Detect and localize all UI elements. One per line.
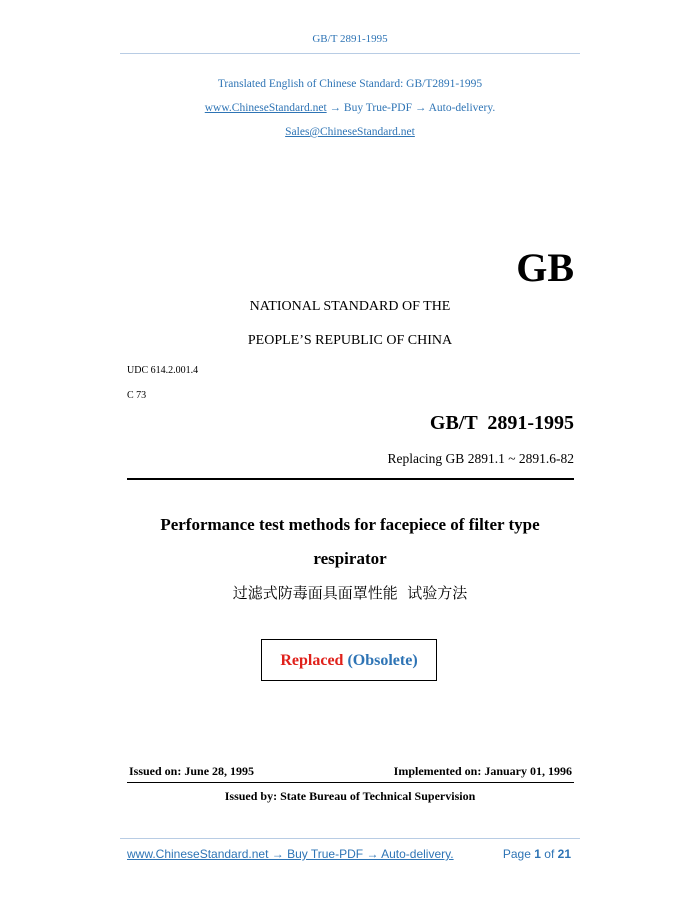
purchase-text: → Buy True-PDF → Auto-delivery. [326, 102, 496, 114]
of-label: of [544, 847, 555, 861]
page-indicator [503, 847, 571, 861]
ccs-code: C 73 [127, 390, 147, 401]
issuer: Issued by: State Bureau of Technical Supervision [224, 789, 476, 803]
document-title-chinese: 过滤式防毒面具面罩性能 试验方法 [232, 584, 468, 602]
status-obsolete: (Obsolete) [347, 652, 418, 669]
footer-divider [120, 838, 580, 839]
page-total: 21 [557, 847, 571, 861]
status-badge [261, 639, 437, 681]
header-standard-code: GB/T 2891-1995 [312, 33, 388, 45]
page-number: 1 [534, 847, 541, 861]
status-replaced: Replaced [280, 652, 344, 669]
email-line [0, 126, 700, 138]
dates-divider [127, 782, 574, 783]
website-link[interactable]: www.ChineseStandard.net [204, 102, 327, 114]
document-title-line1: Performance test methods for facepiece of filter type [160, 515, 540, 534]
footer-website-link[interactable]: www.ChineseStandard.net → Buy True-PDF → Auto-delivery. [127, 847, 454, 861]
page-label: Page [502, 847, 531, 861]
issued-date: Issued on: June 28, 1995 [129, 764, 255, 778]
translation-note: Translated English of Chinese Standard: GB/T2891-1995 [217, 78, 483, 90]
document-title-line2: respirator [313, 549, 387, 568]
standard-number: GB/T 2891-1995 [429, 412, 574, 434]
email-link[interactable]: Sales@ChineseStandard.net [285, 126, 415, 138]
udc-code: UDC 614.2.001.4 [127, 365, 199, 376]
header-divider [120, 53, 580, 54]
title-divider [127, 478, 574, 480]
gb-logo: GB [516, 245, 574, 290]
purchase-line [0, 102, 700, 114]
implemented-date: Implemented on: January 01, 1996 [393, 764, 572, 778]
replacing-note: Replacing GB 2891.1 ~ 2891.6-82 [387, 451, 574, 466]
national-standard-line1: NATIONAL STANDARD OF THE [249, 299, 451, 314]
national-standard-line2: PEOPLE’S REPUBLIC OF CHINA [247, 333, 453, 348]
